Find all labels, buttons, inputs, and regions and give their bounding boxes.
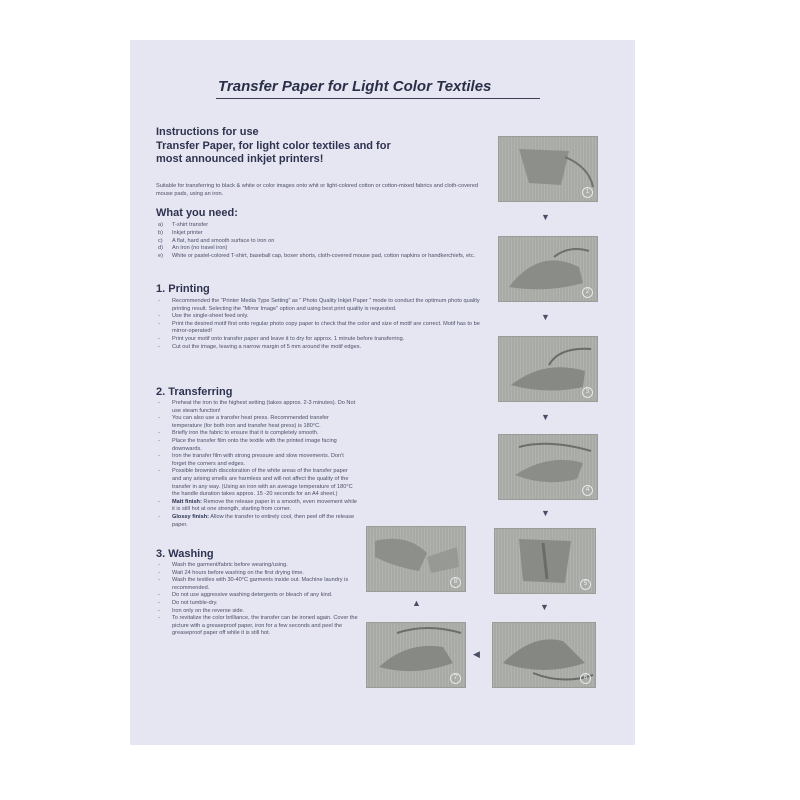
instruction-sheet [130, 40, 635, 745]
list-item: - Cut out the image, leaving a narrow margin of 5 mm around the motif edges. [158, 343, 362, 350]
arrow-down-icon: ▼ [541, 312, 550, 322]
arrow-up-icon: ▲ [412, 598, 421, 608]
list-item: - Use the single-sheet feed only. [158, 313, 249, 320]
arrow-down-icon: ▼ [541, 212, 550, 222]
list-item: - Wash the garment/fabric before wearing/using. [158, 562, 288, 568]
step-number: 2 [582, 287, 593, 298]
list-item: - You can also use a transfer heat press. Recommended transfer temperature (for both iron and transfer heat press) is 180°C. [158, 415, 329, 429]
list-item: e) White or pastel-colored T-shirt, baseball cap, boxer shorts, cloth-covered mouse pad, cotton napkins or handkerchiefs, etc. [158, 253, 476, 260]
list-item: - Recommended the “Printer Media Type Setting” as “ Photo Quality Inkjet Paper ” mode to conduct the optimum photo quality printing result. Selecting the “Mirror Image” option and using best print quality is requested. [158, 298, 480, 312]
list-item: - Glossy finish: Allow the transfer to entirely cool, then peel off the release paper. [158, 513, 355, 528]
step-photo-2 [498, 236, 598, 302]
list-item: - To revitalize the color brilliance, the transfer can be ironed again. Cover the picture with a greaseproof paper, iron for a few seconds and peel the greaseproof paper off while it is still hot. [158, 615, 358, 637]
list-item: - Wash the textiles with 30-40°C garments inside out. Machine laundry is recommended. [158, 577, 349, 591]
list-item: - Print your motif onto transfer paper and leave it to dry for approx. 1 minute before transferring. [158, 335, 405, 342]
arrow-down-icon: ▼ [541, 508, 550, 518]
step-photo-4 [498, 434, 598, 500]
list-item: - Do not tumble-dry. [158, 599, 218, 606]
list-item: - Iron the transfer film with strong pressure and slow movements. Don't forget the corners and edges. [158, 453, 344, 467]
step-photo-5 [494, 528, 596, 594]
washing-heading: 3. Washing [156, 548, 214, 560]
step-photo-6 [492, 622, 596, 688]
step-number: 4 [582, 485, 593, 496]
intro-heading [156, 126, 456, 167]
transferring-list [158, 400, 358, 529]
list-item: c) A flat, hard and smooth surface to iron on [158, 237, 275, 244]
list-item: d) An iron (no travel iron) [158, 245, 228, 252]
intro-line-3: most announced inkjet printers! [156, 153, 324, 165]
step-photo-1 [498, 136, 598, 202]
step-number: 5 [580, 579, 591, 590]
intro-line-2: Transfer Paper, for light color textiles and for [156, 139, 391, 152]
step-photo-8 [366, 526, 466, 592]
step-number: 1 [582, 187, 593, 198]
step-number: 7 [450, 673, 461, 684]
printing-list [158, 298, 483, 351]
list-item: - Possible brownish discoloration of the white areas of the transfer paper and any arising smells are harmless and will not affect the quality of the transfer in any way. (Using an iron with an average temperature of 180°C the handle duration takes approx. 15 -20 seconds for an A4 sheet.) [158, 468, 353, 498]
list-item: - Briefly iron the fabric to ensure that it is completely smooth. [158, 430, 319, 437]
printing-heading: 1. Printing [156, 283, 210, 295]
document-title: Transfer Paper for Light Color Textiles [218, 78, 492, 95]
arrow-left-icon: ◀ [473, 649, 480, 659]
arrow-down-icon: ▼ [541, 412, 550, 422]
list-item: - Preheat the iron to the highest setting (takes approx. 2-3 minutes). Do Not use steam function! [158, 400, 356, 414]
intro-line-1: Instructions for use [156, 126, 259, 138]
step-number: 8 [450, 577, 461, 588]
list-item: a) T-shirt transfer [158, 222, 209, 228]
transferring-heading: 2. Transferring [156, 386, 233, 398]
list-item: - Do not use aggressive washing detergents or bleach of any kind. [158, 592, 333, 599]
arrow-down-icon: ▼ [540, 602, 549, 612]
suitable-text: Suitable for transferring to black & white or color images onto whit or light-colored cotton or cotton-mixed fabrics and cloth-covered mouse pads, using an iron. [156, 183, 479, 197]
title-underline [216, 98, 540, 99]
list-item: - Wait 24 hours before washing on the first drying time. [158, 569, 304, 576]
what-you-need-heading: What you need: [156, 207, 238, 219]
step-photo-7 [366, 622, 466, 688]
step-number: 3 [582, 387, 593, 398]
step-photo-3 [498, 336, 598, 402]
what-you-need-list [158, 222, 488, 261]
list-item: b) Inkjet printer [158, 229, 203, 236]
washing-list [158, 562, 358, 638]
list-item: - Print the desired motif first onto regular photo copy paper to check that the color and size of motif are correct. Motif has to be mirror-operated! [158, 320, 480, 335]
step-number: 6 [580, 673, 591, 684]
list-item: - Matt finish: Remove the release paper in a smooth, even movement while it is still hot at one strength, starting from corner. [158, 498, 357, 513]
list-item: - Place the transfer film onto the textile with the printed image facing downwards. [158, 437, 337, 452]
list-item: - Iron only on the reverse side. [158, 607, 245, 614]
